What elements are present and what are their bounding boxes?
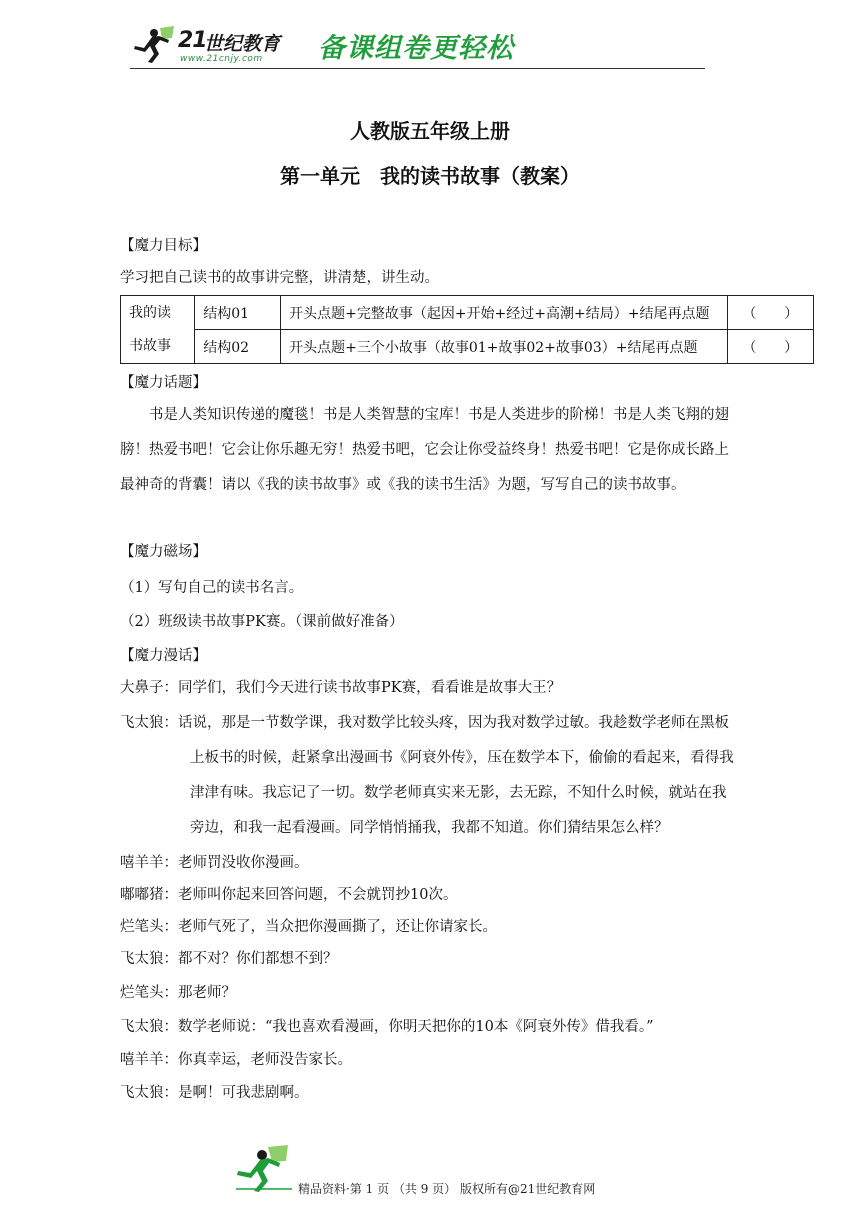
magnet-item: （1）写句自己的读书名言。 <box>120 580 304 596</box>
structure-label: 结构01 <box>195 296 281 330</box>
runner-logo-icon <box>130 24 180 64</box>
dialogue-text: 老师叫你起来回答问题，不会就罚抄10次。 <box>178 887 458 903</box>
dialogue-text: 同学们，我们今天进行读书故事PK赛，看看谁是故事大王？ <box>178 680 562 696</box>
dialogue-speaker: 嘻羊羊： <box>120 855 178 871</box>
topic-heading: 【魔力话题】 <box>120 375 207 391</box>
structure-label: 结构02 <box>195 330 281 364</box>
dialogue-line <box>120 910 735 945</box>
dialogue-text: 都不对？你们都想不到？ <box>178 951 338 967</box>
page-title: 人教版五年级上册 <box>350 119 510 143</box>
brand-name: 世纪教育 <box>204 33 281 55</box>
dialogue-speaker: 烂笔头： <box>120 919 178 935</box>
structure-check-mark: （ ） <box>727 296 813 330</box>
header-divider <box>130 68 705 69</box>
topic-paragraph: 书是人类知识传递的魔毯！书是人类智慧的宝库！书是人类进步的阶梯！书是人类飞翔的翅膀！热爱书吧！它会让你乐趣无穷！热爱书吧，它会让你受益终身！热爱书吧！它是你成长路上最神奇的背囊！请以《我的读书故事》或《我的读书生活》为题，写写自己的读书故事。 <box>120 407 729 493</box>
structure-check-mark: （ ） <box>727 330 813 364</box>
row-header-line2: 书故事 <box>129 337 171 354</box>
row-header-line1: 我的读 <box>129 304 171 321</box>
dialogue-speaker: 烂笔头： <box>120 985 178 1001</box>
page-subtitle: 第一单元 我的读书故事（教案） <box>280 164 580 188</box>
dialogue-speaker: 飞太狼： <box>120 715 178 731</box>
dialogue-text: 老师罚没收你漫画。 <box>178 855 309 871</box>
dialogue-line <box>120 1043 735 1078</box>
dialogue-text: 老师气死了，当众把你漫画撕了，还让你请家长。 <box>178 919 497 935</box>
dialogue-line <box>120 846 735 881</box>
structure-description: 开头点题+完整故事（起因+开始+经过+高潮+结局）+结尾再点题 <box>281 296 728 330</box>
dialogue-text: 话说，那是一节数学课，我对数学比较头疼，因为我对数学过敏。我趁数学老师在黑板上板书的时候，赶紧拿出漫画书《阿衰外传》，压在数学本下，偷偷的看起来，看得我津津有味。我忘记了一切。数学老师真实来无影，去无踪，不知什么时候，就站在我旁边，和我一起看漫画。同学悄悄捅我，我都不知道。你们猜结果怎么样？ <box>178 715 734 836</box>
dialogue-speaker: 大鼻子： <box>120 680 178 696</box>
dialogue-line <box>120 878 735 913</box>
footer-runner-logo-icon <box>232 1143 294 1193</box>
footer-text: 精品资料·第 1 页 （共 9 页） 版权所有@21世纪教育网 <box>298 1182 596 1196</box>
dialogue-text: 数学老师说：“我也喜欢看漫画，你明天把你的10本《阿衰外传》借我看。” <box>178 1019 654 1035</box>
table-row <box>121 330 814 364</box>
dialogue-line <box>120 976 735 1011</box>
dialogue-line <box>120 1076 735 1111</box>
dialogue-text: 那老师？ <box>178 985 236 1001</box>
magnet-item: （2）班级读书故事PK赛。（课前做好准备） <box>120 614 404 630</box>
goal-heading: 【魔力目标】 <box>120 238 207 254</box>
page-header <box>130 22 705 70</box>
dialogue-line <box>120 671 735 706</box>
dialogue-line <box>120 942 735 977</box>
header-slogan: 备课组卷更轻松 <box>318 33 514 64</box>
dialogue-speaker: 飞太狼： <box>120 1085 178 1101</box>
magnet-heading: 【魔力磁场】 <box>120 544 207 560</box>
dialogue-speaker: 飞太狼： <box>120 951 178 967</box>
table-row-header <box>121 296 195 364</box>
dialogue-speaker: 嘟嘟猪： <box>120 887 178 903</box>
dialogue-line <box>120 1010 735 1045</box>
dialogue-speaker: 飞太狼： <box>120 1019 178 1035</box>
structure-description: 开头点题+三个小故事（故事01+故事02+故事03）+结尾再点题 <box>281 330 728 364</box>
table-row <box>121 296 814 330</box>
brand-url: www.21cnjy.com <box>180 54 263 64</box>
dialogue-speaker: 嘻羊羊： <box>120 1052 178 1068</box>
comic-heading: 【魔力漫话】 <box>120 648 207 664</box>
goal-text: 学习把自己读书的故事讲完整，讲清楚，讲生动。 <box>120 270 439 286</box>
dialogue-text: 是啊！可我悲剧啊。 <box>178 1085 309 1101</box>
structure-table <box>120 295 814 364</box>
brand-number: 21 <box>178 28 207 53</box>
dialogue-text: 你真幸运，老师没告家长。 <box>178 1052 352 1068</box>
dialogue-line <box>120 706 735 846</box>
